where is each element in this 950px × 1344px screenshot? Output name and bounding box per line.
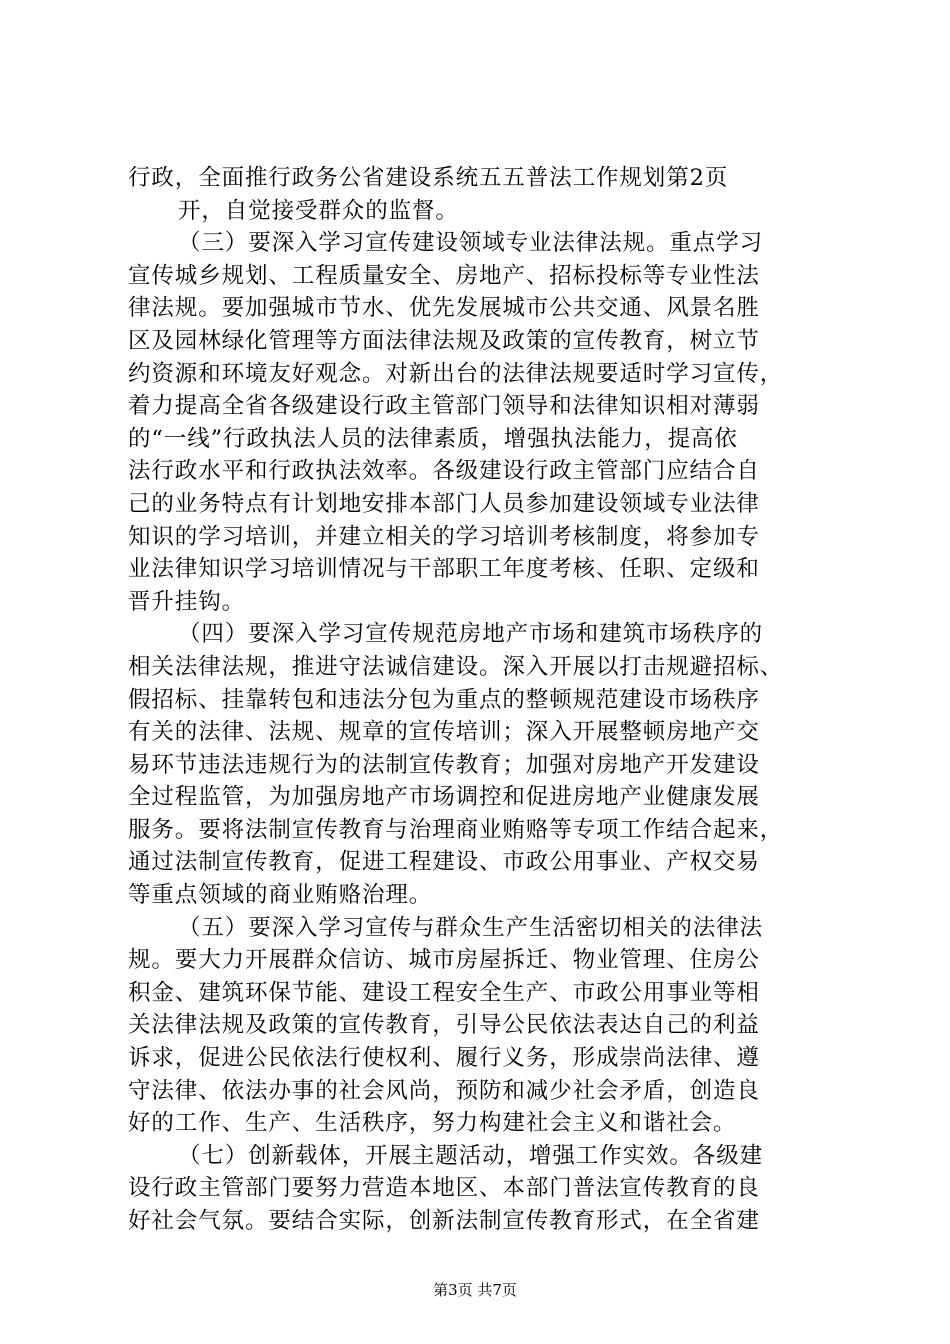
text-line: 规。要大力开展群众信访、城市房屋拆迁、物业管理、住房公 bbox=[128, 947, 760, 974]
text-line: 区及园林绿化管理等方面法律法规及政策的宣传教育，树立节 bbox=[128, 327, 760, 354]
text-line: 宣传城乡规划、工程质量安全、房地产、招标投标等专业性法 bbox=[128, 262, 760, 289]
text-line: 等重点领域的商业贿赂治理。 bbox=[128, 882, 433, 909]
text-line: 设行政主管部门要努力营造本地区、本部门普法宣传教育的良 bbox=[128, 1175, 760, 1202]
text-line: 着力提高全省各级建设行政主管部门领导和法律知识相对薄弱 bbox=[128, 393, 760, 420]
page-footer: 第3页 共7页 bbox=[433, 1281, 517, 1299]
text-line: 晋升挂钩。 bbox=[128, 588, 246, 615]
text-line: 积金、建筑环保节能、建设工程安全生产、市政公用事业等相 bbox=[128, 979, 760, 1006]
text-line: 律法规。要加强城市节水、优先发展城市公共交通、风景名胜 bbox=[128, 295, 760, 322]
text-line: 守法律、依法办事的社会风尚，预防和减少社会矛盾，创造良 bbox=[128, 1077, 760, 1104]
text-line: （三）要深入学习宣传建设领域专业法律法规。重点学习 bbox=[178, 230, 764, 257]
text-line: 全过程监管，为加强房地产市场调控和促进房地产业健康发展 bbox=[128, 784, 760, 811]
body-text bbox=[128, 162, 838, 1238]
text-line: 开，自觉接受群众的监督。 bbox=[178, 197, 459, 224]
text-line: 诉求，促进公民依法行使权利、履行义务，形成崇尚法律、遵 bbox=[128, 1045, 760, 1072]
text-line: 行政，全面推行政务公省建设系统五五普法工作规划第2页 bbox=[128, 165, 729, 191]
text-line: 约资源和环境友好观念。对新出台的法律法规要适时学习宣传， bbox=[128, 360, 784, 387]
text-line: （五）要深入学习宣传与群众生产生活密切相关的法律法 bbox=[178, 914, 764, 941]
text-line: 好社会气氛。要结合实际，创新法制宣传教育形式，在全省建 bbox=[128, 1208, 760, 1234]
text-line: 法行政水平和行政执法效率。各级建设行政主管部门应结合自 bbox=[128, 458, 760, 485]
text-line: 假招标、挂靠转包和违法分包为重点的整顿规范建设市场秩序 bbox=[128, 686, 760, 713]
text-line: 关法律法规及政策的宣传教育，引导公民依法表达自己的利益 bbox=[128, 1012, 760, 1039]
text-line: 知识的学习培训，并建立相关的学习培训考核制度，将参加专 bbox=[128, 523, 760, 550]
text-line: （七）创新载体，开展主题活动，增强工作实效。各级建 bbox=[178, 1142, 764, 1169]
text-line: 有关的法律、法规、规章的宣传培训；深入开展整顿房地产交 bbox=[128, 719, 760, 746]
text-line: 业法律知识学习培训情况与干部职工年度考核、任职、定级和 bbox=[128, 556, 760, 583]
text-line: 服务。要将法制宣传教育与治理商业贿赂等专项工作结合起来， bbox=[128, 816, 784, 843]
text-line: 好的工作、生产、生活秩序，努力构建社会主义和谐社会。 bbox=[128, 1110, 737, 1137]
text-line: 己的业务特点有计划地安排本部门人员参加建设领域专业法律 bbox=[128, 490, 760, 517]
text-line: （四）要深入学习宣传规范房地产市场和建筑市场秩序的 bbox=[178, 621, 764, 648]
text-line: 易环节违法违规行为的法制宣传教育；加强对房地产开发建设 bbox=[128, 751, 760, 778]
text-line: 相关法律法规，推进守法诚信建设。深入开展以打击规避招标、 bbox=[128, 653, 784, 680]
text-line: 的“一线”行政执法人员的法律素质，增强执法能力，提高依 bbox=[128, 425, 738, 452]
text-line: 通过法制宣传教育，促进工程建设、市政公用事业、产权交易 bbox=[128, 849, 760, 876]
